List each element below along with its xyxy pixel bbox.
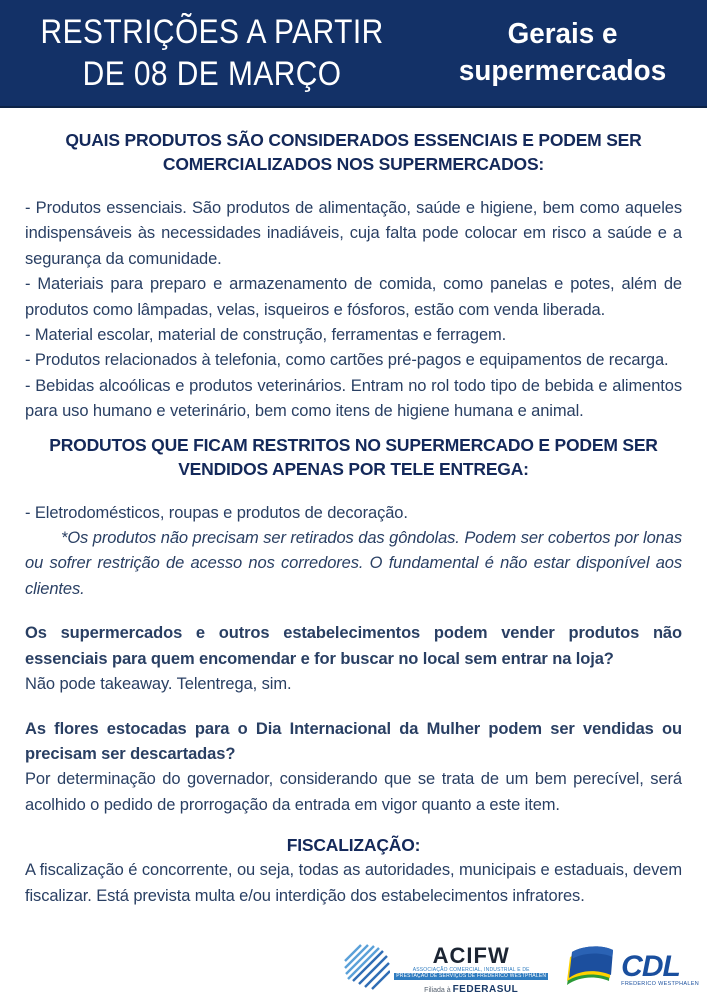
federasul-wordmark: FEDERASUL — [452, 983, 519, 995]
section-heading-essenciais: QUAIS PRODUTOS SÃO CONSIDERADOS ESSENCIAIS E PODEM SER COMERCIALIZADOS NOS SUPERMERCADOS: — [65, 130, 642, 174]
restricted-item: - Eletrodomésticos, roupas e produtos de decoração. — [25, 503, 408, 522]
faq-block-takeaway — [25, 621, 682, 697]
acifw-subtitle-line1: ASSOCIAÇÃO COMERCIAL, INDUSTRIAL E DE — [412, 966, 530, 973]
acifw-logo-text — [394, 942, 548, 995]
acifw-subtitle-line2: PRESTAÇÃO DE SERVIÇOS DE FREDERICO WESTPHALEN — [396, 972, 547, 979]
faq-block-flores — [25, 717, 682, 819]
restricted-note: *Os produtos não precisam ser retirados das gôndolas. Podem ser cobertos por lonas ou sofrer restrição de acesso nos corredores. O fundamental é não estar disponível aos clientes. — [25, 529, 682, 598]
cdl-logo — [564, 943, 699, 996]
header-badge-line2: supermercados — [459, 55, 667, 87]
restricted-list — [25, 501, 682, 603]
acifw-stripes-icon — [344, 943, 390, 996]
faq-question: As flores estocadas para o Dia Internacional da Mulher podem ser vendidas ou precisam ser descartadas? — [25, 719, 682, 763]
page-title-line1: RESTRIÇÕES A PARTIR — [40, 13, 384, 51]
acifw-wordmark: ACIFW — [432, 942, 510, 968]
cdl-flag-icon — [564, 943, 616, 996]
cdl-subtitle: FREDERICO WESTPHALEN — [621, 980, 699, 987]
header-badge — [430, 16, 701, 90]
content-area — [0, 108, 707, 909]
cdl-wordmark: CDL — [621, 949, 680, 983]
essentials-item: - Bebidas alcoólicas e produtos veterinários. Entram no rol todo tipo de bebida e alimentos para uso humano e veterinário, bem como itens de higiene humana e animal. — [25, 376, 682, 421]
acifw-affiliation — [424, 984, 518, 995]
essentials-item: - Materiais para preparo e armazenamento de comida, como panelas e potes, além de produtos como lâmpadas, velas, isqueiros e fósforos, estão com venda liberada. — [25, 275, 682, 319]
essentials-item: - Material escolar, material de construção, ferramentas e ferragem. — [25, 326, 507, 345]
section-heading-restritos: PRODUTOS QUE FICAM RESTRITOS NO SUPERMERCADO E PODEM SER VENDIDOS APENAS POR TELE ENTREGA: — [49, 434, 658, 479]
cdl-logo-text — [621, 949, 699, 987]
essentials-item: - Produtos essenciais. São produtos de alimentação, saúde e higiene, bem como aqueles indispensáveis às necessidades inadiáveis, cuja falta pode colocar em risco a saúde e a segurança da comunidade. — [25, 199, 682, 268]
header-band — [0, 0, 707, 108]
faq-answer: Não pode takeaway. Telentrega, sim. — [25, 675, 292, 694]
footer-logos — [344, 943, 699, 996]
essentials-item: - Produtos relacionados à telefonia, como cartões pré-pagos e equipamentos de recarga. — [25, 351, 669, 370]
faq-answer: Por determinação do governador, considerando que se trata de um bem perecível, será acolhido o pedido de prorrogação da entrada em vigor quanto a este item. — [25, 770, 682, 814]
acifw-affiliation-prefix: Filiada à — [424, 986, 453, 994]
essentials-list — [25, 196, 682, 425]
page-title-line2: DE 08 DE MARÇO — [82, 55, 342, 93]
page-title — [25, 11, 398, 95]
acifw-logo — [344, 943, 548, 996]
faq-question: Os supermercados e outros estabelecimentos podem vender produtos não essenciais para quem encomendar e for buscar no local sem entrar na loja? — [25, 624, 682, 668]
fiscalizacao-body: A fiscalização é concorrente, ou seja, todas as autoridades, municipais e estaduais, devem fiscalizar. Está prevista multa e/ou interdição dos estabelecimentos infratores. — [25, 861, 682, 905]
header-badge-line1: Gerais e — [507, 18, 618, 50]
section-heading-fiscalizacao: FISCALIZAÇÃO: — [286, 835, 421, 856]
